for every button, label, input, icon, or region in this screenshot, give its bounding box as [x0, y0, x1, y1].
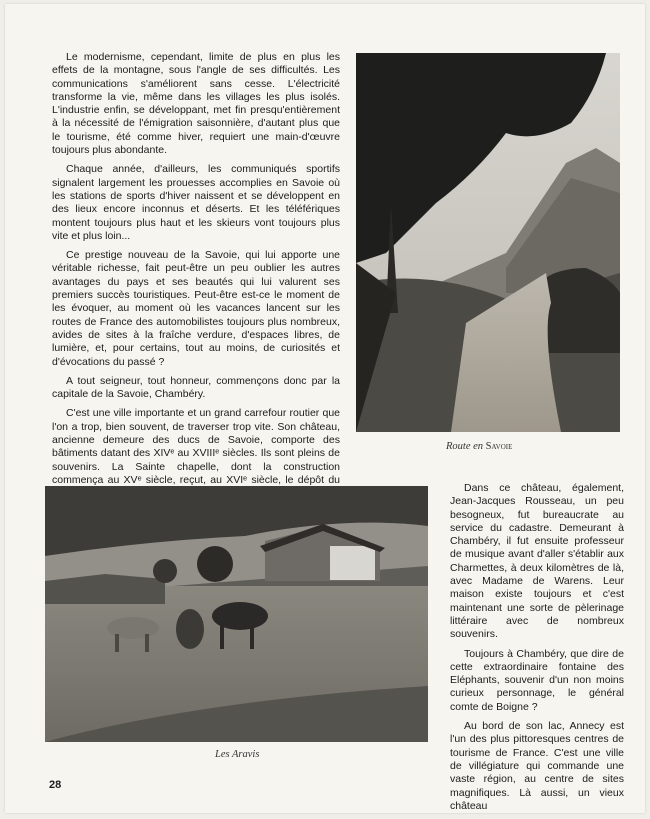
paragraph: A tout seigneur, tout honneur, commençons donc par la capitale de la Savoie, Chambéry.	[52, 374, 340, 401]
aravis-photo-caption: Les Aravis	[215, 749, 260, 760]
magazine-page	[5, 4, 645, 813]
paragraph: Dans ce château, également, Jean-Jacques Rousseau, un peu besogneux, fut bureaucrate au service du cadastre. Demeurant à Chambéry, il fut ensuite professeur de musique avant d'aller s'établir aux Charmettes, à deux kilomètres de là, avec Madame de Warens. Leur maison existe toujours et c'est maintenant une sorte de pèlerinage littéraire avec de nombreux souvenirs.	[450, 482, 624, 641]
paragraph: Chaque année, d'ailleurs, les communiqués sportifs signalent largement les prouesses accomplies en Savoie où les stations de sports d'hiver naissent et se développent en des lieux encore inconnus et déserts. Et les téléfériques montent toujours plus haut et les skieurs vont toujours plus vite et plus loin...	[52, 163, 340, 242]
paragraph: Toujours à Chambéry, que dire de cette extraordinaire fontaine des Eléphants, souvenir d'un non moins curieux personnage, le général comte de Boigne ?	[450, 647, 624, 713]
caption-text: Route en	[446, 441, 484, 452]
caption-place: Savoie	[485, 441, 513, 452]
paragraph: Ce prestige nouveau de la Savoie, qui lui apporte une véritable richesse, fait peut-être un peu oublier les autres avantages du pays et ses beautés qui lui valurent ses premiers succès touristiques. Peut-être est-ce le moment de les évoquer, au moment où les vacances lancent sur les routes de France des automobilistes toujours plus nombreux, avides de sites à la fraîche verdure, d'espaces libres, de lumière, et, pour certains, tout au moins, de curiosités et d'évocations du passé ?	[52, 249, 340, 368]
road-photo	[356, 53, 620, 432]
paragraph: Au bord de son lac, Annecy est l'un des plus pittoresques centres de tourisme de France. C'est une ville de villégiature qui commande une vaste région, au centre de sites magnifiques. Là aussi, un vieux château	[450, 720, 624, 812]
paragraph: Le modernisme, cependant, limite de plus en plus les effets de la montagne, sous l'angle de ses difficultés. Les communications s'améliorent sans cesse. L'électricité transforme la vie, même dans les villages les plus isolés. L'industrie enfin, se développant, met fin presqu'entièrement à la nécessité de l'émigration saisonnière, d'autant plus que le tourisme, été comme hiver, requiert une main-d'œuvre toujours plus abondante.	[52, 51, 340, 157]
page-number: 28	[49, 779, 62, 791]
road-photo-caption	[446, 441, 512, 452]
paragraph: C'est une ville importante et un grand carrefour routier que l'on a trop, bien souvent, de traverser trop vite. Son château, ancienne demeure des ducs de Savoie, comporte des bâtiments datant des XIVᵉ au XVIIIᵉ siècles. Ils sont pleins de souvenirs. La Sainte chapelle, dont la construction commença au XVᵉ siècle, reçut, au XVIᵉ siècle, le dépôt du	[52, 407, 340, 486]
aravis-photo	[45, 486, 428, 742]
left-text-column	[52, 51, 340, 533]
right-text-column	[450, 482, 624, 819]
